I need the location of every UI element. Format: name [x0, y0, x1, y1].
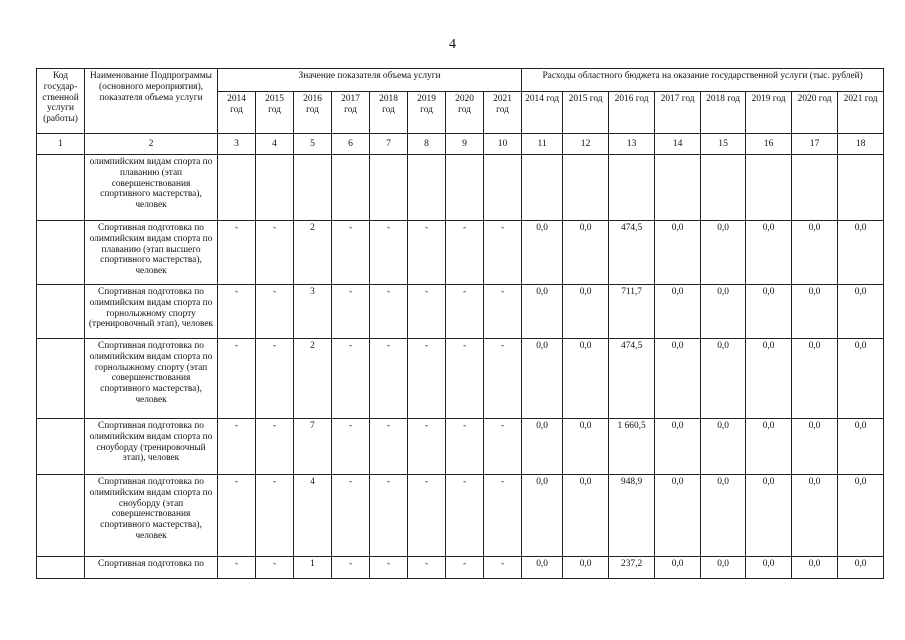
volume-value: -: [408, 285, 446, 339]
budget-value: 0,0: [792, 419, 838, 475]
volume-value: -: [408, 221, 446, 285]
budget-value: 0,0: [838, 557, 884, 579]
page-number: 4: [449, 37, 456, 52]
budget-value: 474,5: [609, 339, 655, 419]
volume-value: -: [332, 557, 370, 579]
volume-value: -: [370, 557, 408, 579]
volume-value: -: [256, 285, 294, 339]
volume-value: -: [484, 419, 522, 475]
volume-value: -: [370, 285, 408, 339]
column-number: 5: [294, 134, 332, 155]
volume-value: -: [256, 557, 294, 579]
budget-value: [792, 155, 838, 221]
budget-value: 0,0: [792, 221, 838, 285]
header-budget-year: 2017 год: [655, 92, 701, 134]
volume-value: [446, 155, 484, 221]
volume-value: -: [484, 475, 522, 557]
budget-value: 0,0: [701, 339, 746, 419]
column-number: 10: [484, 134, 522, 155]
column-number-row: [37, 134, 884, 155]
row-name: Спортивная подготовка по олимпийским видам спорта по сноуборду (этап совершенствования спортивного мастерства), человек: [85, 475, 218, 557]
volume-value: -: [332, 339, 370, 419]
budget-value: 0,0: [838, 339, 884, 419]
volume-value: -: [332, 419, 370, 475]
header-budget-year: 2016 год: [609, 92, 655, 134]
volume-value: -: [446, 339, 484, 419]
table-row: [37, 419, 884, 475]
budget-value: 0,0: [701, 475, 746, 557]
budget-value: 0,0: [563, 557, 609, 579]
volume-value: -: [484, 285, 522, 339]
budget-value: 0,0: [701, 557, 746, 579]
budget-value: 0,0: [792, 557, 838, 579]
column-number: 18: [838, 134, 884, 155]
budget-value: 0,0: [746, 419, 792, 475]
row-name: Спортивная подготовка по олимпийским видам спорта по горнолыжному спорту (этап совершенствования спортивного мастерства), человек: [85, 339, 218, 419]
volume-value: [408, 155, 446, 221]
budget-value: [701, 155, 746, 221]
column-number: 6: [332, 134, 370, 155]
volume-value: -: [484, 557, 522, 579]
volume-value: -: [446, 285, 484, 339]
budget-value: 0,0: [792, 339, 838, 419]
header-volume-year: 2018 год: [370, 92, 408, 134]
budget-value: 0,0: [838, 221, 884, 285]
header-budget-year: 2021 год: [838, 92, 884, 134]
volume-value: -: [332, 221, 370, 285]
budget-value: 0,0: [563, 419, 609, 475]
volume-value: [294, 155, 332, 221]
budget-value: 0,0: [522, 221, 563, 285]
budget-value: [522, 155, 563, 221]
volume-value: [256, 155, 294, 221]
budget-value: 0,0: [563, 339, 609, 419]
header-budget-year: 2018 год: [701, 92, 746, 134]
column-number: 8: [408, 134, 446, 155]
budget-value: 0,0: [655, 221, 701, 285]
budget-value: 0,0: [746, 285, 792, 339]
budget-value: 0,0: [655, 339, 701, 419]
volume-value: 3: [294, 285, 332, 339]
volume-value: -: [332, 285, 370, 339]
budget-value: 0,0: [655, 285, 701, 339]
volume-value: -: [484, 221, 522, 285]
volume-value: [370, 155, 408, 221]
column-number: 12: [563, 134, 609, 155]
table-row: [37, 285, 884, 339]
budget-value: 0,0: [563, 221, 609, 285]
row-name: олимпийским видам спорта по плаванию (этап совершенствования спортивного мастерства), человек: [85, 155, 218, 221]
budget-value: 0,0: [522, 557, 563, 579]
budget-value: 0,0: [701, 285, 746, 339]
column-number: 2: [85, 134, 218, 155]
table-row: [37, 155, 884, 221]
volume-value: -: [370, 419, 408, 475]
volume-value: -: [370, 339, 408, 419]
header-volume-year: 2014 год: [218, 92, 256, 134]
header-row-1: [37, 69, 884, 92]
budget-value: 0,0: [563, 475, 609, 557]
row-code: [37, 155, 85, 221]
volume-value: -: [408, 557, 446, 579]
budget-value: 0,0: [838, 285, 884, 339]
header-volume-year: 2019 год: [408, 92, 446, 134]
budget-value: 474,5: [609, 221, 655, 285]
row-name: Спортивная подготовка по олимпийским видам спорта по плаванию (этап высшего спортивного мастерства), человек: [85, 221, 218, 285]
volume-value: -: [218, 557, 256, 579]
volume-value: -: [484, 339, 522, 419]
volume-value: -: [446, 475, 484, 557]
budget-value: 0,0: [838, 475, 884, 557]
row-code: [37, 221, 85, 285]
volume-value: -: [408, 419, 446, 475]
volume-value: -: [218, 285, 256, 339]
row-name: Спортивная подготовка по олимпийским видам спорта по сноуборду (тренировочный этап), человек: [85, 419, 218, 475]
table-row: [37, 221, 884, 285]
budget-value: 0,0: [746, 557, 792, 579]
volume-value: -: [408, 339, 446, 419]
table-row: [37, 339, 884, 419]
header-volume-year: 2016 год: [294, 92, 332, 134]
row-code: [37, 285, 85, 339]
column-number: 17: [792, 134, 838, 155]
volume-value: -: [446, 419, 484, 475]
column-number: 9: [446, 134, 484, 155]
budget-value: 237,2: [609, 557, 655, 579]
table-row: [37, 557, 884, 579]
header-volume-group: Значение показателя объема услуги: [218, 69, 522, 92]
header-budget-year: 2020 год: [792, 92, 838, 134]
column-number: 15: [701, 134, 746, 155]
column-number: 14: [655, 134, 701, 155]
header-volume-year: 2021 год: [484, 92, 522, 134]
column-number: 1: [37, 134, 85, 155]
budget-value: 0,0: [746, 475, 792, 557]
volume-value: -: [218, 419, 256, 475]
budget-value: [609, 155, 655, 221]
volume-value: -: [332, 475, 370, 557]
volume-value: [218, 155, 256, 221]
volume-value: [484, 155, 522, 221]
budget-value: 948,9: [609, 475, 655, 557]
column-number: 3: [218, 134, 256, 155]
budget-value: 0,0: [792, 475, 838, 557]
budget-value: 0,0: [701, 221, 746, 285]
budget-value: [746, 155, 792, 221]
volume-value: -: [370, 221, 408, 285]
row-code: [37, 419, 85, 475]
column-number: 16: [746, 134, 792, 155]
header-budget-year: 2014 год: [522, 92, 563, 134]
budget-value: 0,0: [792, 285, 838, 339]
column-number: 13: [609, 134, 655, 155]
row-code: [37, 475, 85, 557]
header-budget-year: 2015 год: [563, 92, 609, 134]
budget-value: [563, 155, 609, 221]
header-volume-year: 2020 год: [446, 92, 484, 134]
budget-value: [838, 155, 884, 221]
budget-value: 0,0: [746, 339, 792, 419]
volume-value: -: [256, 221, 294, 285]
volume-value: -: [218, 339, 256, 419]
header-code: Код государ-ственной услуги (работы): [37, 69, 85, 134]
volume-value: -: [218, 221, 256, 285]
budget-table: [36, 68, 884, 579]
volume-value: -: [256, 475, 294, 557]
volume-value: -: [446, 557, 484, 579]
budget-value: [655, 155, 701, 221]
budget-value: 0,0: [746, 221, 792, 285]
header-volume-year: 2017 год: [332, 92, 370, 134]
budget-value: 711,7: [609, 285, 655, 339]
budget-value: 0,0: [655, 475, 701, 557]
volume-value: 4: [294, 475, 332, 557]
column-number: 7: [370, 134, 408, 155]
volume-value: 7: [294, 419, 332, 475]
column-number: 11: [522, 134, 563, 155]
volume-value: 2: [294, 221, 332, 285]
budget-value: 0,0: [655, 557, 701, 579]
row-code: [37, 339, 85, 419]
table-body: [37, 134, 884, 579]
volume-value: -: [256, 339, 294, 419]
budget-value: 0,0: [563, 285, 609, 339]
header-volume-year: 2015 год: [256, 92, 294, 134]
budget-value: 0,0: [522, 419, 563, 475]
volume-value: 1: [294, 557, 332, 579]
volume-value: -: [370, 475, 408, 557]
column-number: 4: [256, 134, 294, 155]
header-budget-year: 2019 год: [746, 92, 792, 134]
volume-value: -: [446, 221, 484, 285]
budget-value: 0,0: [522, 339, 563, 419]
volume-value: [332, 155, 370, 221]
budget-value: 0,0: [701, 419, 746, 475]
volume-value: 2: [294, 339, 332, 419]
header-budget-group: Расходы областного бюджета на оказание государственной услуги (тыс. рублей): [522, 69, 884, 92]
volume-value: -: [256, 419, 294, 475]
row-name: Спортивная подготовка по: [85, 557, 218, 579]
table-row: [37, 475, 884, 557]
volume-value: -: [408, 475, 446, 557]
budget-value: 0,0: [522, 285, 563, 339]
row-code: [37, 557, 85, 579]
budget-value: 1 660,5: [609, 419, 655, 475]
volume-value: -: [218, 475, 256, 557]
row-name: Спортивная подготовка по олимпийским видам спорта по горнолыжному спорту (тренировочный этап), человек: [85, 285, 218, 339]
header-name: Наименование Подпрограммы (основного мероприятия), показателя объема услуги: [85, 69, 218, 134]
budget-value: 0,0: [838, 419, 884, 475]
budget-value: 0,0: [655, 419, 701, 475]
budget-value: 0,0: [522, 475, 563, 557]
